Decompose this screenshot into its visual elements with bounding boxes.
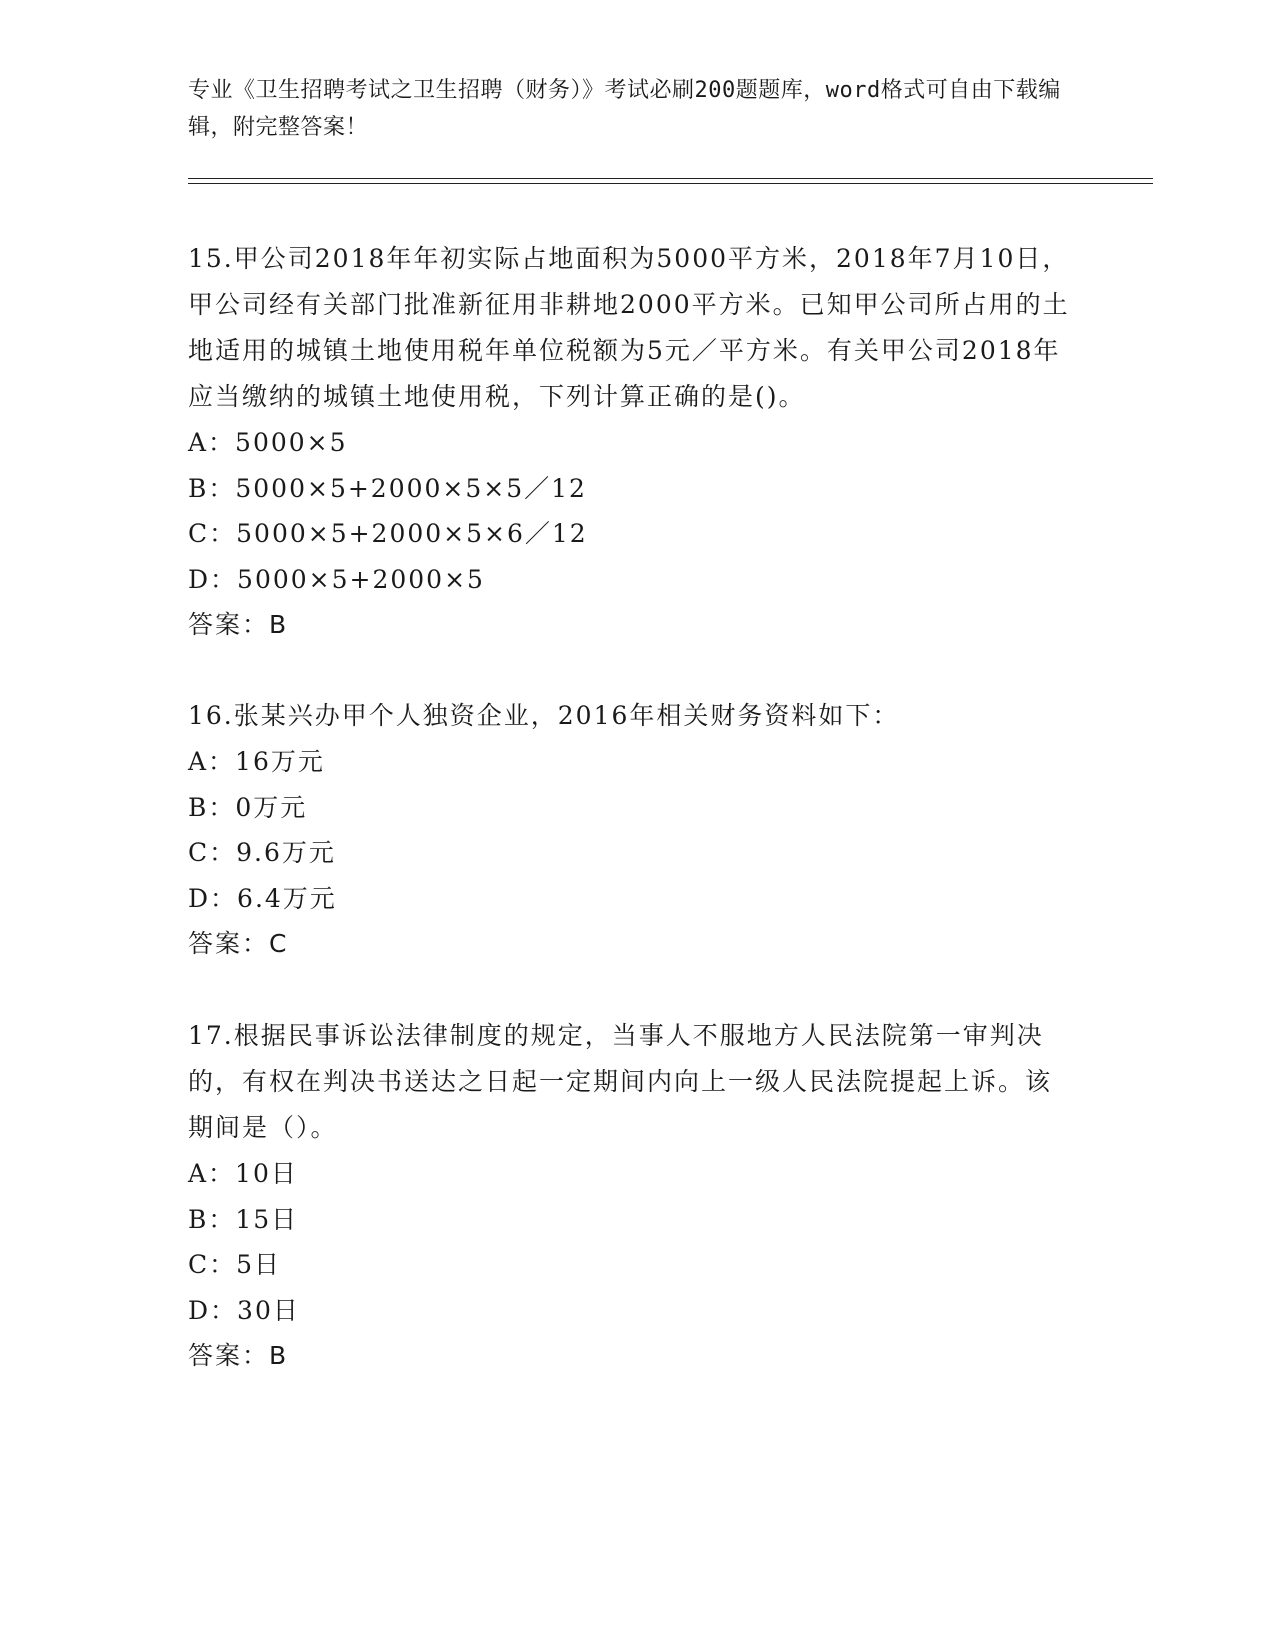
option-d: D：5000×5+2000×5 xyxy=(188,564,485,594)
header-divider-top xyxy=(188,178,1153,179)
option-b: B：15日 xyxy=(188,1204,299,1234)
option-c: C：5000×5+2000×5×6／12 xyxy=(188,519,588,548)
answer-line: 答案：B xyxy=(188,1341,289,1370)
answer-line: 答案：B xyxy=(188,610,289,639)
header-divider-bottom xyxy=(188,183,1153,184)
option-a: A：10日 xyxy=(188,1159,298,1188)
document-header: 专业《卫生招聘考试之卫生招聘（财务）》考试必刷200题题库，word格式可自由下载编辑，附完整答案！ xyxy=(188,78,1061,140)
question-17 xyxy=(188,1013,1078,1379)
option-b: B：5000×5+2000×5×5／12 xyxy=(188,473,587,503)
question-15 xyxy=(188,236,1078,648)
question-stem: 17.根据民事诉讼法律制度的规定，当事人不服地方人民法院第一审判决的，有权在判决书送达之日起一定期间内向上一级人民法院提起上诉。该期间是（）。 xyxy=(188,1021,1053,1142)
option-b: B：0万元 xyxy=(188,792,308,822)
option-a: A：16万元 xyxy=(188,747,325,776)
option-d: D：6.4万元 xyxy=(188,883,337,913)
question-stem: 16.张某兴办甲个人独资企业，2016年相关财务资料如下： xyxy=(188,701,900,730)
question-stem: 15.甲公司2018年年初实际占地面积为5000平方米，2018年7月10日，甲公司经有关部门批准新征用非耕地2000平方米。已知甲公司所占用的土地适用的城镇土地使用税年单位税额为5元／平方米。有关甲公司2018年应当缴纳的城镇土地使用税，下列计算正确的是()。 xyxy=(188,244,1070,411)
answer-line: 答案：C xyxy=(188,929,289,958)
question-16 xyxy=(188,693,1078,967)
option-a: A：5000×5 xyxy=(188,428,348,457)
option-d: D：30日 xyxy=(188,1295,300,1325)
option-c: C：9.6万元 xyxy=(188,838,336,867)
option-c: C：5日 xyxy=(188,1250,282,1279)
